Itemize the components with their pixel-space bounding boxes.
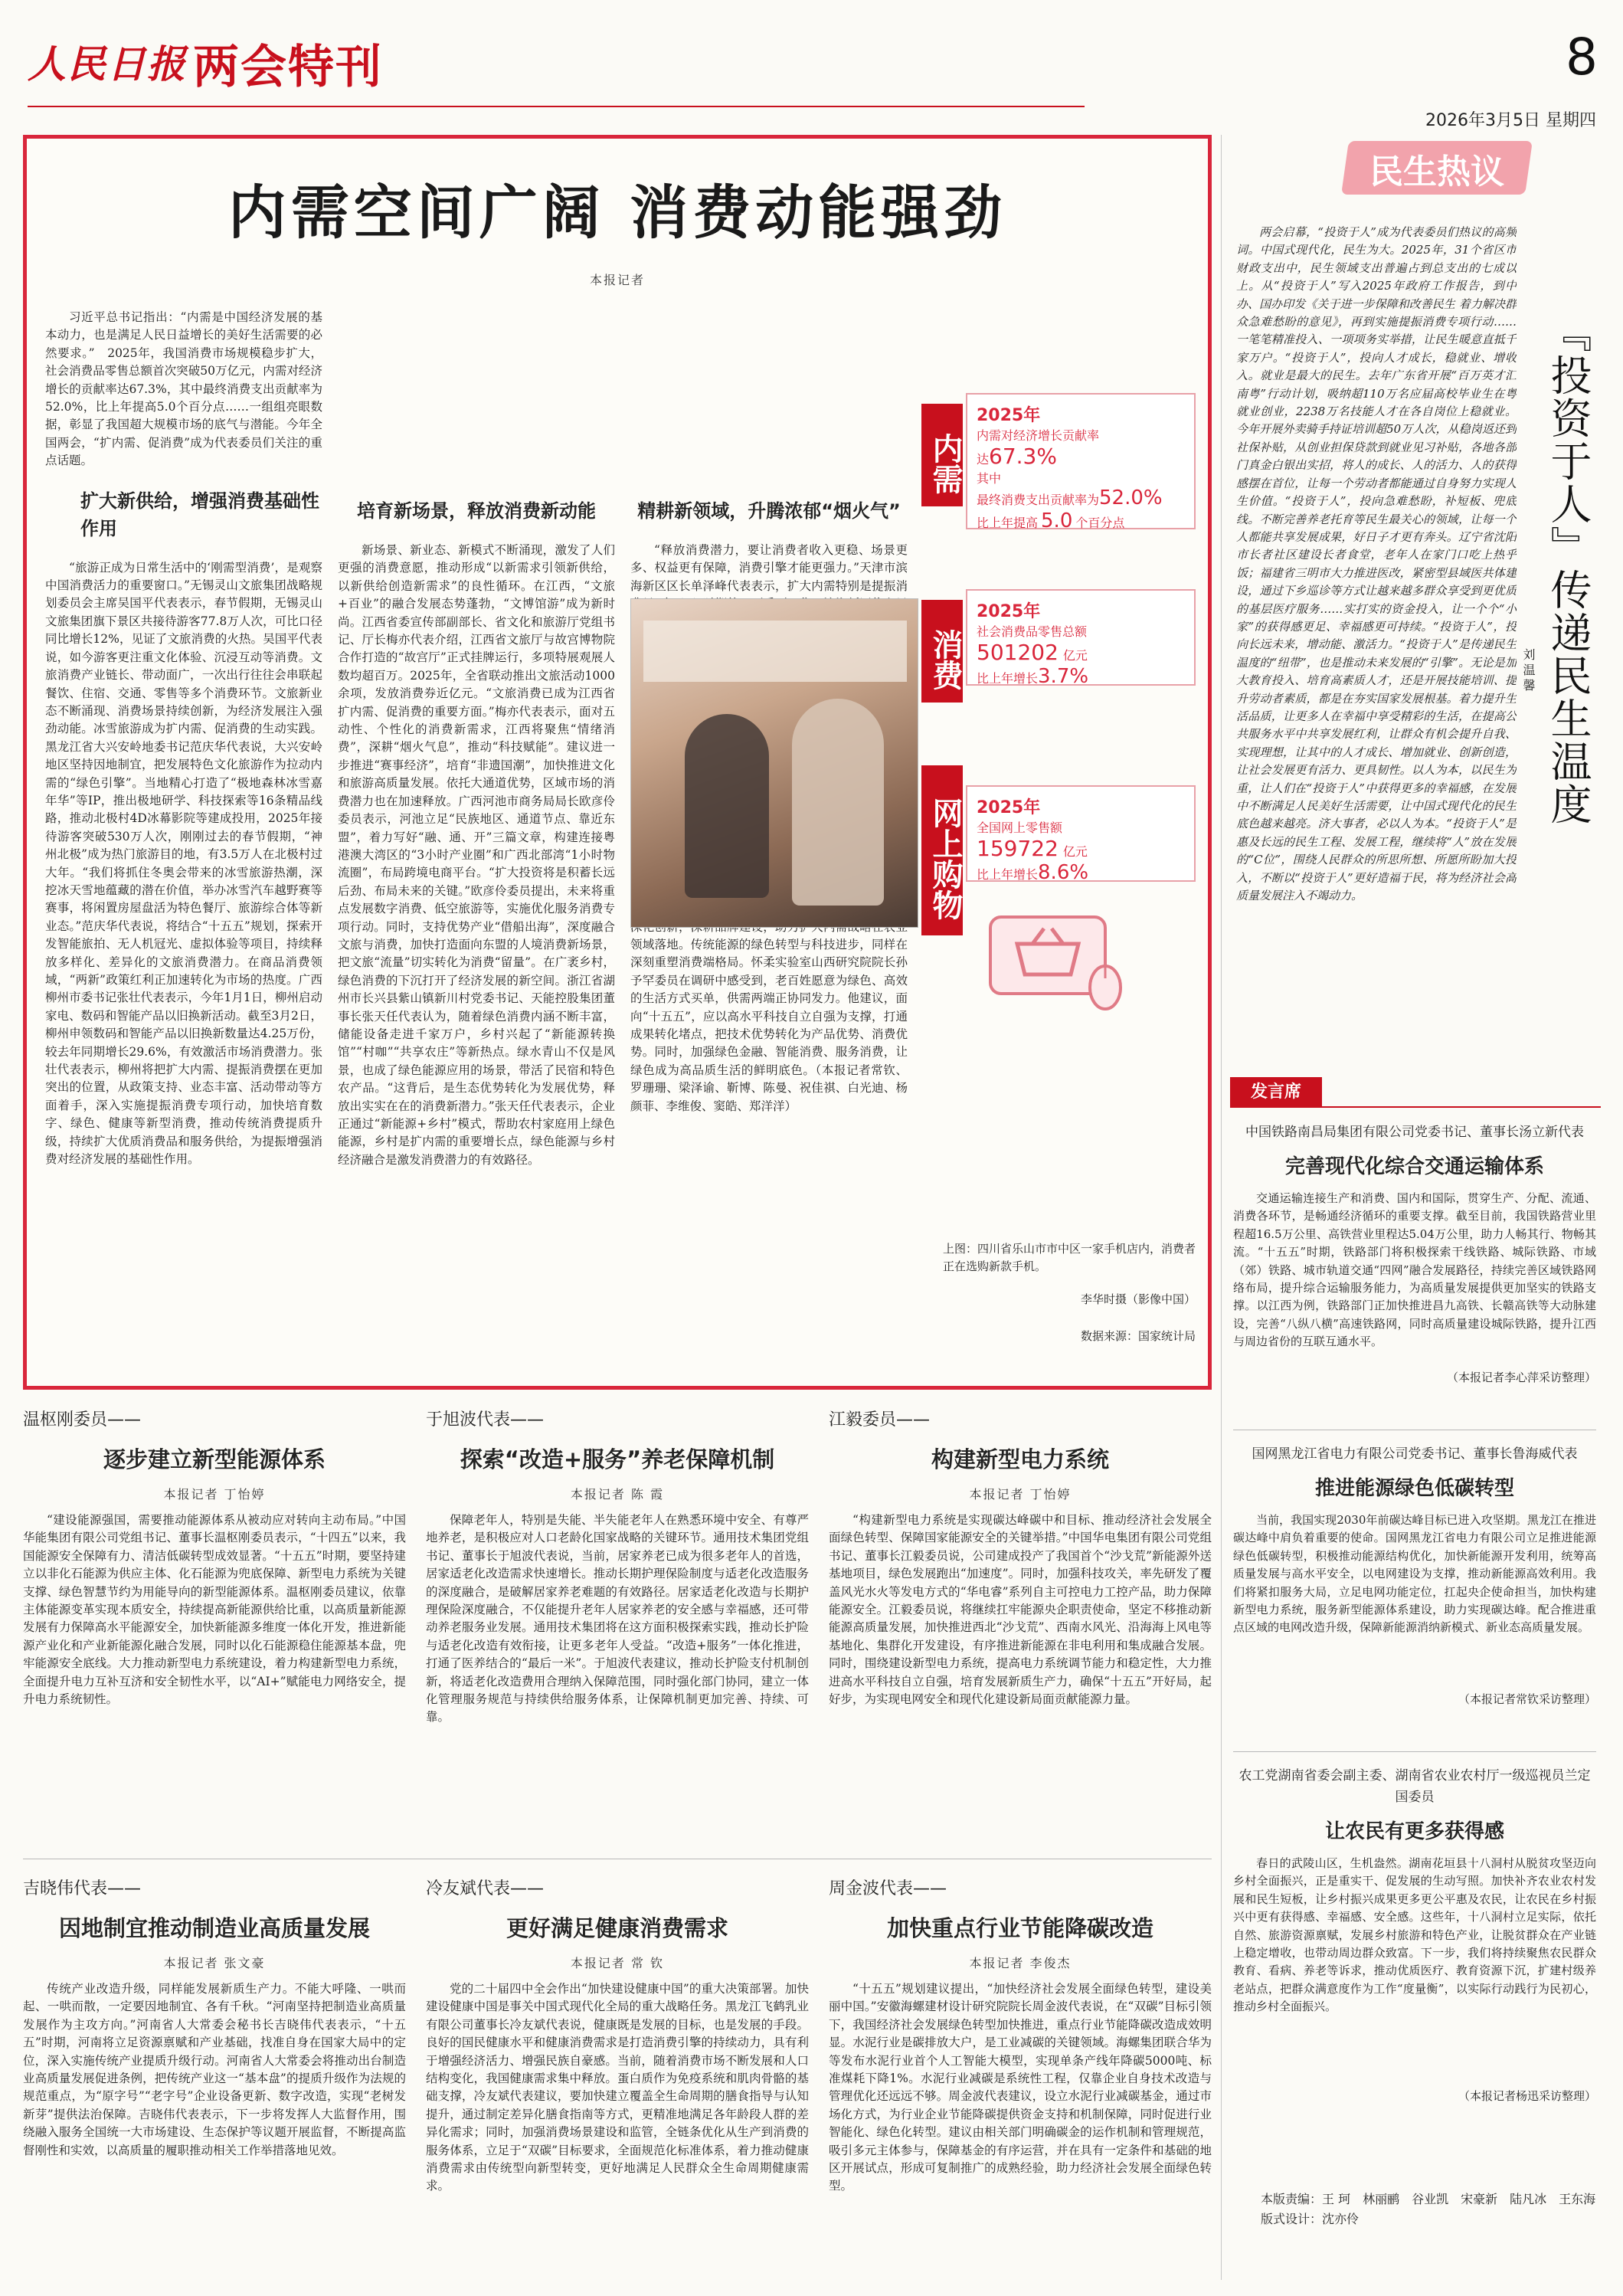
fayan-body: 春日的武陵山区，生机盎然。湖南花垣县十八洞村从脱贫攻坚迈向乡村全面振兴，正是重实干、促发展的生动写照。加快补齐农业农村发展和民生短板，让乡村振兴成果更多更公平惠及农民，让农民在乡村振兴中更有获得感、幸福感、安全感。这些年，十八洞村立足实际，依托自然、旅游资源禀赋，发展乡村旅游和特色产业，让脱贫群众在产业链上稳定增收，也带动周边群众致富。下一步，我们将持续聚焦农民群众教育、看病、养老等诉求，推动优质医疗、教育资源下沉，扩建村级养老站点，把群众满意度作为工作“度量衡”，以实际行动践行为民初心，推动乡村全面振兴。: [1233, 1856, 1596, 2014]
column-body-wrap: [23, 1980, 406, 2271]
column-title: 更好满足健康消费需求: [506, 1915, 728, 1941]
photo-credit: 李华时摄（影像中国）: [1080, 1292, 1196, 1306]
photo-shelf: [643, 621, 907, 682]
masthead-rule: [28, 106, 1085, 107]
column-byline: 本报记者 常 钦: [570, 1956, 665, 1970]
column-card-5: [426, 1875, 809, 2274]
feature-photo: [630, 598, 918, 928]
stat-unit: 亿元: [1062, 648, 1088, 663]
section1-body: “旅游正成为日常生活中的‘刚需型消费’，是观察中国消费活力的重要窗口。”无锡灵山文旅集团战略规划委员会主席吴国平代表表示，春节假期，无锡灵山文旅集团旗下景区共接待游客77.8万人次，可比口径同比增长12%，见证了文旅消费的火热。吴国平代表说，如今游客更注重文化体验、沉浸互动等消费。文旅消费产业链长、带动面广，一次出行往往会串联起餐饮、住宿、交通、零售等多个消费环节。文旅新业态不断涌现、消费场景持续创新，为经济发展注入强劲动能。冰雪旅游成为扩内需、促消费的生动实践。黑龙江省大兴安岭地委书记范庆华代表说，大兴安岭地区坚持因地制宜，把发展特色文化旅游作为拉动内需的“绿色引擎”。当地精心打造了“极地森林冰雪嘉年华”等IP，推出极地研学、科技探索等16条精品线路，推动北极村4D冰幕影院等建成投用，2025年接待游客突破530万人次，刚刚过去的春节假期，“神州北极”成为热门旅游目的地，有3.5万人在北极村过大年。“我们将抓住冬奥会带来的冰雪旅游热潮，深挖冰天雪地蕴藏的潜在价值，举办冰雪汽车越野赛等赛事，将闲置房屋盘活为特色餐厅、旅游综合体等新业态。”范庆华代表说，将结合“十五五”规划，探索开发智能旅拍、无人机冠光、虚拟体验等项目，持续释放多样化、差异化的文旅消费潜力。在商品消费领域，“两新”政策红利正加速转化为市场的热度。广西柳州市委书记张壮代表表示，今年1月1日，柳州启动家电、数码和智能产品以旧换新活动。截至3月2日，柳州申领数码和智能产品以旧换新数量达4.25万份，较去年同期增长29.6%，有效激活市场消费潜力。张壮代表表示，柳州将把扩大内需、提振消费摆在更加突出的位置，从政策支持、业态丰富、活动带动等方面着手，深入实施提振消费专项行动，加快培育数字、绿色、健康等新型消费，推动传统消费提质升级，持续扩大优质消费品和服务供给，为提振增强消费对经济发展的基础性作用。: [45, 560, 322, 1167]
section2-heading: 培育新场景，释放消费新动能: [357, 500, 596, 522]
stat-value-2: 3.7%: [1038, 665, 1089, 688]
stat-value-row: [977, 640, 1185, 665]
data-source: 数据来源：国家统计局: [1080, 1329, 1196, 1343]
fayan-item-3: [1233, 1765, 1596, 2104]
stat-prefix-2: 比上年增长: [977, 671, 1039, 686]
fayan-divider-2: [1233, 1751, 1596, 1752]
column-title: 加快重点行业节能降碳改造: [886, 1915, 1153, 1941]
feature-box: [23, 135, 1212, 1390]
stat-value-3: 5.0: [1041, 509, 1073, 532]
fayan-body-wrap: [1233, 1190, 1596, 1369]
column-body: 党的二十届四中全会作出“加快建设健康中国”的重大决策部署。加快建设健康中国是事关中国式现代化全局的重大战略任务。黑龙江飞鹤乳业有限公司董事长冷友斌代表说，健康既是发展的目标，也是发展的手段。良好的国民健康水平和健康消费需求是打造消费引擎的持续动力，具有利于增强经济活力、增强民族自豪感。当前，随着消费市场不断发展和人口结构变化，我国健康需求集中释放。蛋白质作为免疫系统和肌肉骨骼的基础支撑，冷友斌代表建议，要加快建立覆盖全生命周期的膳食指导与认知提升，通过制定差异化膳食指南等方式，更精准地满足各年龄段人群的差异化需求；同时，加强消费场景建设和监管，全链条优化从生产到消费的服务体系，立足于“双碳”目标要求，全面规范化标准体系，着力推动健康消费需求由传统型向新型转变，更好地满足人民群众全生命周期健康需求。: [426, 1982, 809, 2193]
stat-tab-xiaofei: 消费: [921, 600, 963, 703]
column-speaker: 吉晓伟代表——: [23, 1879, 142, 1898]
feature-col-1: [45, 309, 322, 1374]
designer-line: 版式设计：沈亦伶: [1261, 2212, 1360, 2226]
editors-names: 王 珂 林丽鹂 谷业凯 宋豪新 陆凡冰 王东海: [1322, 2192, 1596, 2206]
stat-label-3: 最终消费支出贡献率为: [977, 493, 1100, 507]
sidebar-vertical-title: 『投资于人』传递民生温度: [1544, 311, 1592, 826]
lower-columns: [23, 1407, 1212, 2280]
stat-value-2: 52.0%: [1099, 486, 1163, 509]
column-body: 保障老年人，特别是失能、半失能老年人在熟悉环境中安全、有尊严地养老，是积极应对人口老龄化国家战略的关键环节。通用技术集团党组书记、董事长于旭波代表说，当前，居家养老已成为很多老年人的首选，居家适老化改造需求快速增长。推动长期护理保险制度与适老化改造服务的深度融合，是破解居家养老难题的有效路径。居家适老化改造与长期护理保险深度融合，不仅能提升老年人居家养老的安全感与幸福感，还可带动养老服务业发展。通用技术集团将在这方面积极探索实践，推动长护险与适老化改造有效衔接，让更多老年人受益。“改造+服务”一体化推进，打通了医养结合的“最后一米”。于旭波代表建议，推动长护险支付机制创新，将适老化改造费用合理纳入保障范围，同时强化部门协同，建立一体化管理服务规范与持续供给服务体系，让保障机制更加完善、持续、可靠。: [426, 1513, 809, 1724]
column-card-4: [23, 1875, 406, 2274]
stat-tab-wangshang: 网上购物: [921, 765, 963, 935]
page-number: 8: [1566, 28, 1598, 87]
fayan-title: 完善现代化综合交通运输体系: [1284, 1155, 1544, 1178]
stat-value-row-3: [977, 509, 1185, 532]
stat-prefix-3: 比上年提高: [977, 516, 1039, 530]
column-title: 探索“改造+服务”养老保障机制: [460, 1446, 775, 1472]
stat-value-row-2: [977, 861, 1185, 884]
sidebar-badge-label: 民生热议: [1369, 152, 1504, 192]
stat-label: 全国网上零售额: [977, 820, 1063, 835]
editors-line: [1261, 2190, 1598, 2209]
column-body-wrap: [23, 1512, 406, 1803]
masthead: [23, 23, 1601, 130]
column-body-wrap: [829, 1980, 1212, 2271]
fayan-body-wrap: [1233, 1512, 1596, 1691]
column-body-wrap: [426, 1980, 809, 2271]
stat-card-wangshang: [966, 785, 1196, 882]
column-title: 因地制宜推动制造业高质量发展: [58, 1915, 370, 1941]
online-shopping-illustration: [983, 902, 1128, 1017]
stat-value-row: [977, 836, 1185, 861]
fayan-label: 发言席: [1230, 1077, 1322, 1108]
column-speaker: 江毅委员——: [829, 1410, 931, 1430]
editors-label: 本版责编：: [1261, 2192, 1323, 2206]
stat-suffix-3: 个百分点: [1075, 516, 1125, 530]
fayan-body: 交通运输连接生产和消费、国内和国际，贯穿生产、分配、流通、消费各环节，是畅通经济循环的重要支撑。截至目前，我国铁路营业里程超16.5万公里、高铁营业里程达5.04万公里，助力人畅其行、物畅其流。“十五五”时期，铁路部门将积极探索干线铁路、城际铁路、市域（郊）铁路、城市轨道交通“四网”融合发展路径，持续完善区域铁路网络布局，提升综合运输服务能力，为高质量发展提供更加坚实的铁路支撑。以江西为例，铁路部门正加快推进昌九高铁、长赣高铁等大动脉建设，完善“八纵八横”高速铁路网，同时高质量建设城际铁路，提升江西与周边省份的互联互通水平。: [1233, 1191, 1596, 1349]
feature-byline: 本报记者: [589, 273, 645, 287]
sidebar-body: [1236, 224, 1517, 1020]
stat-year: 2025年: [977, 602, 1041, 621]
stat-prefix-2: 比上年增长: [977, 867, 1039, 882]
fayan-credit: （本报记者李心萍采访整理）: [1446, 1371, 1596, 1384]
fayan-item-2: [1233, 1443, 1596, 1707]
fayan-speaker: 国网黑龙江省电力有限公司党委书记、董事长鲁海威代表: [1252, 1446, 1578, 1462]
column-body: “十五五”规划建议提出，“加快经济社会发展全面绿色转型，建设美丽中国。”安徽海螺建材设计研究院院长周金波代表说，在“双碳”目标引领下，我国经济社会发展绿色转型加快推进，重点行业节能降碳改造成效明显。水泥行业是碳排放大户，是工业减碳的关键领域。海螺集团联合华为等发布水泥行业首个人工智能大模型，实现单条产线年降碳5000吨、标准煤耗下降1%。水泥行业减碳是系统性工程，仅靠企业自身技术改造与管理优化还远远不够。周金波代表建议，设立水泥行业减碳基金，通过市场化方式，为行业企业节能降碳提供资金支持和机制保障，同时促进行业智能化、绿色化转型。建议由相关部门明确碳金的运作机制和管理规范，吸引多元主体参与，保障基金的有序运营，并在具有一定条件和基础的地区开展试点，形成可复制推广的成熟经验，助力经济社会发展全面绿色转型。: [829, 1982, 1212, 2193]
photo-person-right: [792, 699, 884, 906]
stat-value: 67.3%: [989, 444, 1057, 469]
column-card-2: [426, 1407, 809, 1805]
special-edition-logo: 两会特刊: [193, 41, 383, 94]
column-card-3: [829, 1407, 1212, 1805]
fayan-speaker: 中国铁路南昌局集团有限公司党委书记、董事长汤立新代表: [1245, 1125, 1584, 1140]
fayan-item-1: [1233, 1122, 1596, 1385]
shopping-basket-icon: [983, 902, 1128, 1017]
section3-heading: 精耕新领域，升腾浓郁“烟火气”: [637, 500, 901, 522]
fayan-body: 当前，我国实现2030年前碳达峰目标已进入攻坚期。黑龙江在推进碳达峰中肩负着重要的使命。国网黑龙江省电力有限公司立足推进能源绿色低碳转型，积极推动能源结构优化，加快新能源开发利用，统筹高质量发展与高水平安全，以电网建设为支撑，推动新能源高效利用。我们将紧扣服务大局，立足电网功能定位，扛起央企使命担当，加快构建新型电力系统，服务新型能源体系建设，助力实现碳达峰。配合推进重点区域的电网改造升级，保障新能源消纳新模式、新业态高质量发展。: [1233, 1513, 1596, 1635]
stat-year: 2025年: [977, 406, 1041, 425]
stat-value-row: [977, 444, 1185, 469]
stat-value-row-2: [977, 486, 1185, 509]
fayan-title: 推进能源绿色低碳转型: [1314, 1477, 1514, 1500]
feature-headline: 内需空间广阔 消费动能强劲: [227, 179, 1007, 247]
stat-card-neixu: [966, 393, 1196, 532]
issue-date: 2026年3月5日 星期四: [1425, 111, 1596, 130]
fayan-speaker: 农工党湖南省委会副主委、湖南省农业农村厅一级巡视员兰定国委员: [1239, 1768, 1591, 1805]
column-speaker: 于旭波代表——: [426, 1410, 545, 1430]
fayan-credit: （本报记者杨迅采访整理）: [1458, 2089, 1596, 2103]
sidebar-text: 两会启幕，“投资于人”成为代表委员们热议的高频词。中国式现代化，民生为大。2025年，31个省区市财政支出中，民生领域支出普遍占到总支出的七成以上。从“投资于人”写入2025年政府工作报告，到中办、国办印发《关于进一步保障和改善民生 着力解决群众急难愁盼的意见》，再到实施提振消费专项行动……一笔笔精准投入、一项项务实举措，让民生暖意直抵千家万户。“投资于人”，投向人才成长，稳就业、增收入。就业是最大的民生。去年广东省开展“百万英才汇南粤”行动计划，吸纳超110万名应届高校毕业生在粤就业创业，2238万名技能人才在各自岗位上稳就业。今年开展外卖骑手持证培训超50万人次，从稳岗返还到社保补贴，从创业担保贷款到就业见习补贴，各地各部门真金白银出实招，将人的成长、人的活力、人的获得感摆在首位，让每一个劳动者都能通过自身努力实现人生价值。“投资于人”，投向急难愁盼，补短板、兜底线。不断完善养老托育等民生最关心的领域，让每一个人都能共享发展成果，好日子才更有奔头。辽宁省沈阳市长者社区建设长者食堂，老年人在家门口吃上热乎饭；福建省三明市大力推进医改，紧密型县域医共体建设，通过下乡巡诊等方式让越来越多群众享受到更优质的基层医疗服务……实打实的资金投入，让一个个“小家”的获得感更足、幸福感更可持续。“投资于人”，投向长远未来，增动能、激活力。“投资于人”是传递民生温度的“纽带”，也是推动未来发展的“引擎”。无论是加大教育投入、培育高素质人才，还是开展技能培训、提升劳动者素质，都是在夯实国家发展根基。着力提升生活品质，让更多人在幸福中享受精彩的生活，在提高公共服务水平中共享发展红利，让群众有机会提升自我、实现理想，让其中的人才成长、增加就业、创新创造，让社会发展更有活力、更具韧性。以人为本，以民生为重，让人们在“投资于人”中获得更多的幸福感，在发展中不断满足人民美好生活需要，让中国式现代化的民生底色越来越亮。济大事者，必以人为本。“投资于人”是惠及长远的民生工程、发展工程，继续将“人”放在发展的“C位”，围绕人民群众的所思所想、所愿所盼加大投入，不断以“投资于人”更好造福于民，将为经济社会高质量发展注入不竭动力。: [1236, 225, 1517, 903]
fayan-rule: [1322, 1106, 1601, 1108]
column-title: 逐步建立新型能源体系: [103, 1446, 326, 1472]
stat-value: 501202: [977, 640, 1059, 665]
sidebar-author: 刘温馨: [1521, 648, 1536, 694]
stat-value: 159722: [977, 836, 1059, 861]
section1-heading: 扩大新供给，增强消费基础性作用: [80, 490, 319, 539]
column-body-wrap: [829, 1512, 1212, 1803]
column-body-wrap: [426, 1512, 809, 1803]
section2-body: 新场景、新业态、新模式不断涌现，激发了人们更强的消费意愿，推动形成“以新需求引领新供给，以新供给创造新需求”的良性循环。在江西，“文旅+百业”的融合发展态势蓬勃，“文博馆游”成为新时尚。江西省委宣传部副部长、省文化和旅游厅党组书记、厅长梅亦代表介绍，江西省文旅厅与故宫博物院合作打造的“故宫厅”正式挂牌运行，多项特展观展人数均超百万。2025年，全省联动推出文旅活动1000余项，发放消费券近亿元。“文旅消费已成为江西省扩内需、促消费的重要方面。”梅亦代表表示，面对五动性、个性化的消费新需求，江西将聚焦“情绪消费”，深耕“烟火气息”，推动“科技赋能”。建议进一步推进“赛事经济”，培育“非遗国潮”，加快推进文化和旅游高质量发展。依托大通道优势，区域市场的消费潜力也在加速释放。广西河池市商务局局长欧彦伶委员表示，河池立足“民族地区、通道节点、靠近东盟”，着力写好“融、通、开”三篇文章，构建连接粤港澳大湾区的“3小时产业圈”和广西北部湾“1小时物流圈”，布局跨境电商平台。“扩大投资将是积蓄长远后劲、布局未来的关键。”欧彦伶委员提出，未来将重点发展数字消费、低空旅游等，实施优化服务消费专项行动。同时，支持优势产业“借船出海”，深度融合文旅与消费，加快打造面向东盟的人境消费新场景，把文旅“流量”切实转化为消费“留量”。在广袤乡村，绿色消费的下沉打开了经济发展的新空间。浙江省湖州市长兴县紫山镇新川村党委书记、天能控股集团董事长张天任代表认为，随着绿色消费内涵不断丰富，储能设备走进千家万户，乡村兴起了“新能源转换馆”“村咖”“共享农庄”等新热点。绿水青山不仅是风景，也成了绿色能源应用的场景，带活了民宿和特色农产品。“这背后，是生态优势转化为发展优势，释放出实实在在的消费新潜力。”张天任代表表示，企业正通过“新能源+乡村”模式，帮助农村家庭用上绿色能源，乡村是扩内需的重要增长点，绿色能源与乡村经济融合是激发消费潜力的有效路径。: [338, 543, 615, 1167]
stat-card-xiaofei: [966, 589, 1196, 686]
stat-label: 社会消费品零售总额: [977, 624, 1088, 639]
column-speaker: 冷友斌代表——: [426, 1879, 545, 1898]
column-speaker: 周金波代表——: [829, 1879, 947, 1898]
column-card-6: [829, 1875, 1212, 2274]
column-byline: 本报记者 张文豪: [163, 1956, 266, 1970]
column-speaker: 温枢刚委员——: [23, 1410, 142, 1430]
sidebar: [1230, 135, 1601, 2280]
stat-label: 内需对经济增长贡献率: [977, 428, 1100, 443]
column-body: “建设能源强国，需要推动能源体系从被动应对转向主动布局。”中国华能集团有限公司党组书记、董事长温枢刚委员表示，“十四五”以来，我国能源安全保障有力、清洁低碳转型成效显著。“十五五”时期，要坚持建立以非化石能源为供应主体、化石能源为兜底保障、新型电力系统为关键支撑、绿色智慧节约为用能导向的新型能源体系。温枢刚委员建议，依靠主体能源变革实现本质安全，持续提高新能源供给比重，以高质量新能源发展有力保障高水平能源安全，加快新能源多维度一体化开发，推进新能源产业化和产业新能源化融合发展，同时以化石能源稳住能源基本盘，兜牢能源安全底线。大力推动新型电力系统建设，着力构建新型电力系统，全面提升电力互补互济和安全韧性水平，以“AI+”赋能电力网络安全，提升电力系统韧性。: [23, 1513, 406, 1707]
fayan-credit: （本报记者常钦采访整理）: [1458, 1692, 1596, 1706]
photo-person-left: [685, 714, 769, 898]
stat-year: 2025年: [977, 798, 1041, 817]
stat-tab-neixu: 内需: [921, 404, 963, 506]
section3-body: “释放消费潜力，要让消费者收入更稳、场景更多、权益更有保障，消费引擎才能更强力。”天津市滨海新区区长单泽峰代表表示，扩大内需特别是提振消 领域落地。传统能源的绿色转型与科技进步，同样在深刻重塑消费端格局。怀柔实验室山西研究院院长孙予罕委员在调研中感受到，老百姓愿意为绿色、高效的生活方式买单，供需两端正协同发力。他建议，面向“十五五”，应以高水平科技自立自强为支撑，打通成果转化堵点，把技术优势转化为产品优势、消费优势。同时，加强绿色金融、智能消费、服务消费，让绿色成为高品质生活的鲜明底色。（本报记者常钦、罗珊珊、梁泽谕、靳博、陈曼、祝佳祺、白光迪、杨颜菲、李维俊、窦皓、郑洋洋）: [630, 543, 908, 1113]
column-byline: 本报记者 李俊杰: [969, 1956, 1072, 1970]
column-card-1: [23, 1407, 406, 1805]
paper-logo: 人民日报: [28, 41, 187, 87]
stat-value-2: 8.6%: [1038, 861, 1089, 884]
feature-col-2: [338, 309, 615, 1374]
fayan-title: 让农民有更多获得感: [1324, 1820, 1504, 1843]
column-byline: 本报记者 丁怡婷: [163, 1487, 266, 1502]
page-footer: [1261, 2190, 1598, 2229]
column-body: “构建新型电力系统是实现碳达峰碳中和目标、推动经济社会发展全面绿色转型、保障国家能源安全的关键举措。”中国华电集团有限公司党组书记、董事长江毅委员说，公司建成投产了我国首个“沙戈荒”新能源外送基地项目，绿色发展跑出“加速度”。同时，加强科技攻关，率先研发了覆盖风光水火等发电方式的“华电睿”系列自主可控电力工控产品，助力保障能源安全。江毅委员说，将继续扛牢能源央企职责使命，坚定不移推动新能源高质量发展，加快推进西北“沙戈荒”、西南水风光、沿海海上风电等基地化、集群化开发建设，有序推进新能源在非电利用和集成融合发展。同时，围绕建设新型电力系统，提高电力系统调节能力和稳定性，大力推进高水平科技自立自强，培育发展新质生产力，确保“十五五”开好局，起好步，为实现电网安全和现代化建设新局面贡献能源力量。: [829, 1513, 1212, 1707]
stat-unit: 亿元: [1062, 844, 1088, 859]
stat-value-row-2: [977, 665, 1185, 688]
stats-column: [921, 393, 1211, 1358]
stat-label-2: 其中: [977, 471, 1002, 486]
sidebar-divider: [1221, 135, 1222, 2280]
photo-caption: 上图：四川省乐山市市中区一家手机店内，消费者正在选购新款手机。: [943, 1242, 1196, 1273]
fayan-body-wrap: [1233, 1855, 1596, 2088]
column-byline: 本报记者 陈 霞: [570, 1487, 665, 1502]
column-title: 构建新型电力系统: [931, 1446, 1109, 1472]
column-byline: 本报记者 丁怡婷: [969, 1487, 1072, 1502]
stat-prefix: 达: [977, 452, 990, 467]
feature-intro: 习近平总书记指出：“内需是中国经济发展的基本动力，也是满足人民日益增长的美好生活需要的必然要求。” 2025年，我国消费市场规模稳步扩大，社会消费品零售总额首次突破50万亿元，内需对经济增长的贡献率达67.3%，其中最终消费支出贡献率为52.0%，比上年提高5.0个百分点……一组组亮眼数据，彰显了我国超大规模市场的底气与潜能。今年全国两会，“扩内需、促消费”成为代表委员们关注的重点话题。: [45, 310, 322, 468]
column-body: 传统产业改造升级，同样能发展新质生产力。不能大呼隆、一哄而起、一哄而散，一定要因地制宜、各有千秋。“河南坚持把制造业高质量发展作为主攻方向。”河南省人大常委会秘书长吉晓伟代表表示，“十五五”时期，河南将立足资源禀赋和产业基础，找准自身在国家大局中的定位，深入实施传统产业提质升级行动。河南省人大常委会将推动出台制造业高质量发展促进条例，把传统产业这一“基本盘”的提质升级作为法规的规范重点，为“原字号”“老字号”企业设备更新、数字改造，实现“老树发新芽”提供法治保障。吉晓伟代表表示，下一步将发挥人大监督作用，围绕融入服务全国统一大市场建设、生态保护等议题开展监督，不断提高监督刚性和实效，以高质量的履职推动相关工作举措落地见效。: [23, 1982, 406, 2157]
